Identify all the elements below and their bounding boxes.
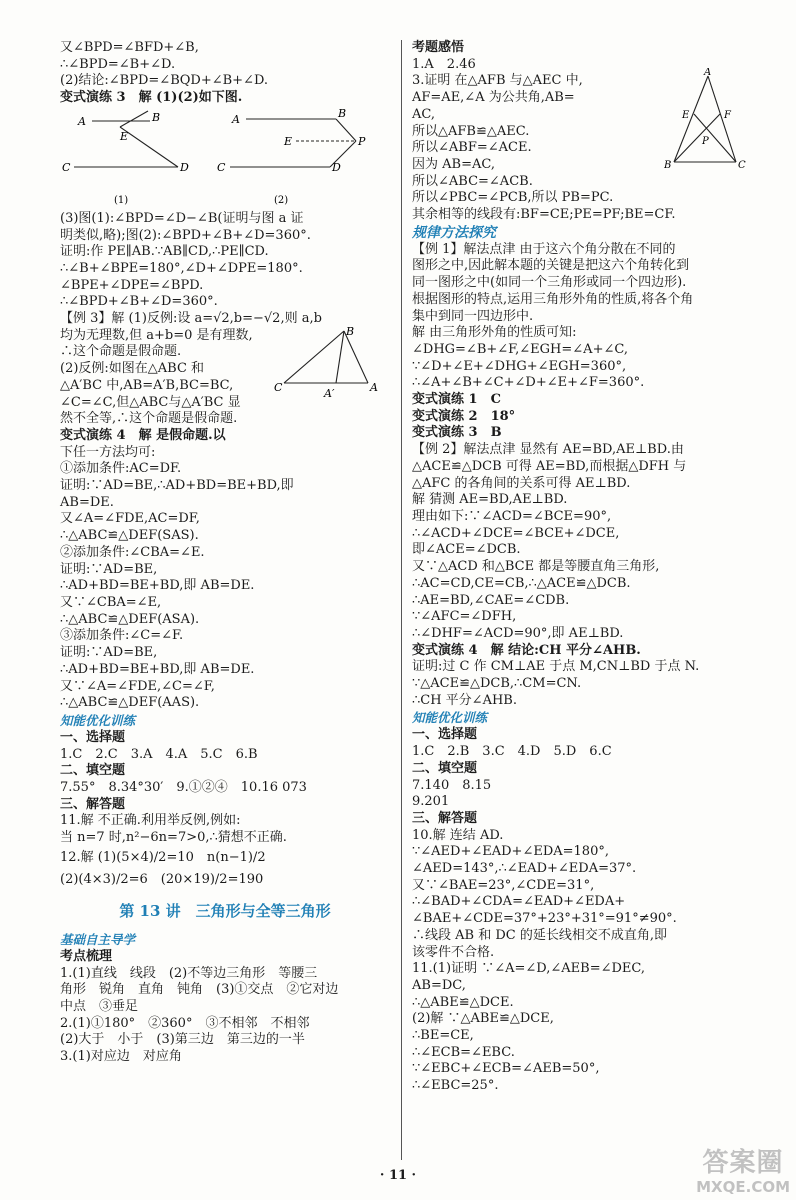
section-heading: 知能优化训练: [412, 710, 488, 726]
watermark-line-1: 答案圈: [702, 1148, 784, 1178]
text-line: 证明:∵AD=BE,: [60, 561, 158, 577]
text-line: 其余相等的线段有:BF=CE;PE=PF;BE=CF.: [412, 207, 676, 223]
text-line: ∴∠ACD+∠DCE=∠BCE+∠DCE,: [412, 525, 620, 541]
text-line: 下任一方法均可:: [60, 444, 156, 460]
text-line: ∴∠A+∠B+∠C+∠D+∠E+∠F=360°.: [412, 375, 645, 391]
fig2-label-e: E: [284, 134, 293, 148]
text-line: ∠DHG=∠B+∠F,∠EGH=∠A+∠C,: [412, 341, 628, 357]
fig2-label-p: P: [358, 134, 366, 148]
text-line: (2)结论:∠BPD=∠BQD+∠B+∠D.: [60, 73, 269, 89]
text-line: 证明:作 PE∥AB.∵AB∥CD,∴PE∥CD.: [60, 244, 269, 260]
left-block-4: [60, 730, 390, 891]
text-line: ∴CH 平分∠AHB.: [412, 692, 517, 708]
fig4-label-b: B: [664, 160, 672, 171]
fig1-label-d: D: [180, 160, 189, 174]
text-line: 【例 1】解法点津 由于这六个角分散在不同的: [412, 241, 676, 257]
text-line: 同一图形之中(如同一个三角形或同一个四边形).: [412, 275, 687, 291]
text-line: 变式演练 1 C: [412, 392, 501, 408]
fig3-label-c: C: [274, 380, 283, 394]
text-line: 11.(1)证明 ∵∠A=∠D,∠AEB=∠DEC,: [412, 961, 646, 977]
variant-exercise-3: 变式演练 3 解 (1)(2)如下图.: [60, 90, 243, 106]
text-line: ∴△ABC≌△DEF(ASA).: [60, 611, 200, 627]
text-line: △A′BC 中,AB=A′B,BC=BC,: [60, 377, 234, 393]
text-line: 该零件不合格.: [412, 944, 495, 960]
text-line: ③添加条件:∠C=∠F.: [60, 628, 184, 644]
text-line: 又∵∠CBA=∠E,: [60, 594, 162, 610]
figure-4: [664, 68, 746, 172]
text-line: 解 猜测 AE=BD,AE⊥BD.: [412, 492, 568, 508]
text-line: 理由如下:∵∠ACD=∠BCE=90°,: [412, 508, 612, 524]
text-line: 所以△AFB≌△AEC.: [412, 123, 530, 139]
figures-1-2: [60, 107, 390, 211]
text-line: 所以∠ABF=∠ACE.: [412, 140, 532, 156]
right-block-3: [412, 727, 742, 1094]
section-heading: 知能优化训练: [60, 712, 136, 728]
text-line: 明类似,略);图(2):∠BPD+∠B+∠D=360°.: [60, 227, 311, 243]
text-line: 变式演练 3 B: [412, 425, 502, 441]
text-line: 1.(1)直线 线段 (2)不等边三角形 等腰三: [60, 965, 318, 981]
figure-2: [230, 119, 356, 167]
chapter-title: 第 13 讲 三角形与全等三角形: [119, 901, 331, 920]
text-line: 3.(1)对应边 对应角: [60, 1049, 182, 1065]
text-line: 2.(1)①180° ②360° ③不相邻 不相邻: [60, 1015, 310, 1031]
text-line: ∠BAE+∠CDE=37°+23°+31°=91°≠90°.: [412, 911, 677, 927]
text-line: ∴∠EBC=25°.: [412, 1078, 499, 1094]
text-line: 【例 3】解 (1)反例:设 a=√2,b=−√2,则 a,b: [60, 311, 322, 327]
text-line: ∴线段 AB 和 DC 的延长线相交不成直角,即: [412, 927, 667, 943]
text-line: 图形之中,因此解本题的关键是把这六个角转化到: [412, 258, 690, 274]
text-line: 1.A 2.46: [412, 56, 476, 72]
text-line: AB=DE.: [60, 494, 114, 510]
text-line: 又∵∠A=∠FDE,∠C=∠F,: [60, 678, 215, 694]
text-line: 因为 AB=AC,: [412, 156, 495, 172]
text-line: ∴△ABC≌△DEF(AAS).: [60, 695, 200, 711]
left-block-2: [60, 211, 390, 428]
text-line: 考点梳理: [60, 948, 113, 964]
text-line: (2)解 ∵△ABE≌△DCE,: [412, 1011, 554, 1027]
fig4-label-e: E: [682, 110, 690, 121]
fig4-label-f: F: [724, 110, 731, 121]
text-line: 考题感悟: [412, 40, 465, 55]
text-line: AC,: [412, 106, 436, 122]
text-line: ∴AD+BD=BE+BD,即 AB=DE.: [60, 661, 255, 677]
text-line: ∠BPE+∠DPE=∠BPD.: [60, 277, 204, 293]
fig1-caption: (1): [114, 194, 129, 206]
right-column: [412, 40, 746, 1095]
text-line: (3)图(1):∠BPD=∠D−∠B(证明与图 a 证: [60, 210, 304, 226]
fig1-label-c: C: [62, 160, 71, 174]
left-block-1: [60, 40, 390, 107]
text-line: 变式演练 4 解 结论:CH 平分∠AHB.: [412, 642, 641, 658]
text-line: ∴AE=BD,∠CAE=∠CDB.: [412, 592, 570, 608]
text-line: ∵△ACE≌△DCB,∴CM=CN.: [412, 676, 582, 692]
text-line: ∵∠D+∠E+∠DHG+∠EGH=360°,: [412, 358, 627, 374]
text-line: ∵∠EBC+∠ECB=∠AEB=50°,: [412, 1061, 600, 1077]
text-line: 3.证明 在△AFB 与△AEC 中,: [412, 73, 583, 89]
text-line: 中点 ③垂足: [60, 998, 139, 1014]
text-line: 所以∠ABC=∠ACB.: [412, 173, 533, 189]
text-line: (2)反例:如图在△ABC 和: [60, 361, 205, 377]
text-line: 当 n=7 时,n²−6n=7>0,∴猜想不正确.: [60, 830, 287, 846]
fig2-label-a: A: [232, 112, 240, 126]
text-line: ∴∠B+∠BPE=180°,∠D+∠DPE=180°.: [60, 260, 303, 276]
text-line: ∵∠AFC=∠DFH,: [412, 609, 517, 625]
text-line: 变式演练 2 18°: [412, 408, 516, 424]
text-line: 又∵∠BAE=23°,∠CDE=31°,: [412, 877, 595, 893]
section-heading: 基础自主导学: [60, 931, 136, 947]
text-line: ∴∠BAD+∠CDA=∠EAD+∠EDA+: [412, 894, 626, 910]
text-line: 然不全等,∴这个命题是假命题.: [60, 411, 238, 427]
text-line: AB=DC,: [412, 977, 466, 993]
text-line: 9.201: [412, 794, 450, 810]
fig1-label-b: B: [152, 110, 161, 124]
text-line: 10.解 连结 AD.: [412, 827, 504, 843]
text-line: 【例 2】解法点津 显然有 AE=BD,AE⊥BD.由: [412, 442, 684, 458]
left-block-5: [60, 949, 390, 1066]
fig1-label-a: A: [78, 114, 86, 128]
text-line: △ACE≌△DCB 可得 AE=BD,而根据△DFH 与: [412, 458, 687, 474]
text-line: ∴BE=CE,: [412, 1028, 474, 1044]
text-line: 三、解答题: [412, 810, 478, 826]
text-line: ∴∠BPD+∠B+∠D=360°.: [60, 294, 218, 310]
site-watermark: [696, 1148, 790, 1196]
text-line: ∴∠BPD=∠B+∠D.: [60, 56, 176, 72]
text-line: 7.140 8.15: [412, 777, 492, 793]
right-block-1: [412, 40, 746, 224]
text-line: △AFC 的各角间的关系可得 AE⊥BD.: [412, 475, 631, 491]
left-block-3: [60, 428, 390, 712]
text-line: ①添加条件:AC=DF.: [60, 461, 182, 477]
fig2-label-c: C: [217, 160, 226, 174]
text-line: 又∵△ACD 和△BCE 都是等腰直角三角形,: [412, 559, 660, 575]
fig2-caption: (2): [274, 194, 289, 206]
text-line: 解 由三角形外角的性质可知:: [412, 325, 577, 341]
text-line: ∴∠ECB=∠EBC.: [412, 1044, 515, 1060]
text-line: 角形 锐角 直角 钝角 (3)①交点 ②它对边: [60, 982, 339, 998]
watermark-line-2: MXQE.COM: [696, 1178, 790, 1196]
text-line: ∴∠DHF=∠ACD=90°,即 AE⊥BD.: [412, 625, 624, 641]
text-line: ∵∠AED+∠EAD+∠EDA=180°,: [412, 844, 609, 860]
fig1-label-e: E: [120, 129, 129, 143]
text-line: 根据图形的特点,运用三角形外角的性质,将各个角: [412, 291, 694, 307]
fig2-label-d: D: [332, 160, 341, 174]
variant-exercise-4: 变式演练 4 解 是假命题.以: [60, 427, 226, 443]
text-line: ∠AED=143°,∴∠EAD+∠EDA=37°.: [412, 861, 637, 877]
text-line: 二、填空题: [60, 763, 126, 779]
text-line: 即∠ACE=∠DCB.: [412, 542, 521, 558]
page-number: · 11 ·: [379, 1168, 417, 1183]
figure-3: [274, 325, 392, 399]
text-line: ∴△ABE≌△DCE.: [412, 994, 514, 1010]
text-line: 所以∠PBC=∠PCB,所以 PB=PC.: [412, 190, 614, 206]
text-line: 均为无理数,但 a+b=0 是有理数,: [60, 327, 253, 343]
fig3-label-a: A: [370, 380, 378, 394]
text-line: ②添加条件:∠CBA=∠E.: [60, 544, 205, 560]
text-line: ∴这个命题是假命题.: [60, 344, 182, 360]
text-line: 证明:∵AD=BE,∴AD+BD=BE+BD,即: [60, 478, 294, 494]
text-line: 集中到同一四边形中.: [412, 308, 534, 324]
right-block-2: [412, 242, 742, 710]
fig4-label-c: C: [738, 160, 746, 171]
text-line: 1.C 2.C 3.A 4.A 5.C 6.B: [60, 746, 258, 762]
left-column: [60, 40, 390, 1066]
text-line: 又∠BPD=∠BFD+∠B,: [60, 40, 199, 55]
fig4-label-p: P: [702, 136, 709, 147]
text-line: 11.解 不正确.利用举反例,例如:: [60, 813, 241, 829]
text-line: 7.55° 8.34°30′ 9.①②④ 10.16 073: [60, 780, 307, 796]
text-line: 证明:过 C 作 CM⊥AE 于点 M,CN⊥BD 于点 N.: [412, 659, 700, 675]
text-line: 又∠A=∠FDE,AC=DF,: [60, 511, 200, 527]
text-line: (2)大于 小于 (3)第三边 第三边的一半: [60, 1032, 305, 1048]
text-line: 一、选择题: [60, 729, 126, 745]
section-heading: 规律方法探究: [412, 224, 496, 241]
text-line: 二、填空题: [412, 760, 478, 776]
text-line: (2)(4×3)/2=6 (20×19)/2=190: [60, 871, 264, 887]
text-line: 三、解答题: [60, 796, 126, 812]
fig3-label-a-prime: A′: [324, 386, 335, 399]
text-line: ∴AD+BD=BE+BD,即 AB=DE.: [60, 578, 255, 594]
text-line: 1.C 2.B 3.C 4.D 5.D 6.C: [412, 744, 612, 760]
text-line: 12.解 (1)(5×4)/2=10 n(n−1)/2: [60, 849, 266, 865]
fig4-label-a: A: [704, 68, 712, 78]
text-line: AF=AE,∠A 为公共角,AB=: [412, 90, 575, 106]
column-divider: [401, 40, 402, 1160]
text-line: ∠C=∠C,但△ABC与△A′BC 显: [60, 394, 241, 410]
text-line: ∴AC=CD,CE=CB,∴△ACE≌△DCB.: [412, 575, 631, 591]
fig2-label-b: B: [338, 106, 347, 120]
fig3-label-b: B: [346, 324, 355, 338]
text-line: 证明:∵AD=BE,: [60, 645, 158, 661]
text-line: 一、选择题: [412, 727, 478, 743]
text-line: ∴△ABC≌△DEF(SAS).: [60, 528, 199, 544]
